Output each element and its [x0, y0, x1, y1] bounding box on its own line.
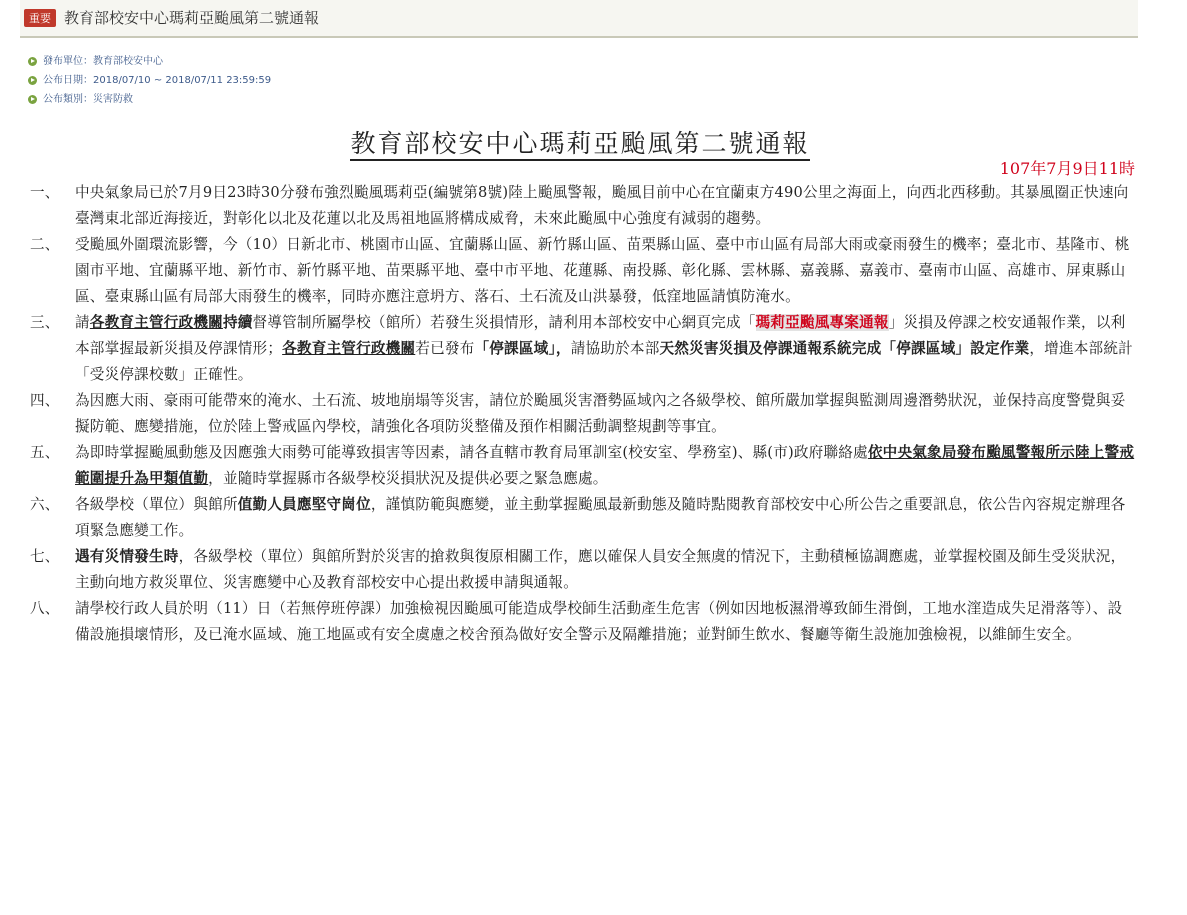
item-text: ，各級學校（單位）與館所對於災害的搶救與復原相關工作，應以確保人員安全無虞的情況下，主動積極協調應處，並掌握校園及師生受災狀況，主動向地方救災單位、災害應變中心及教育部校安中心提出救援申請與通報。 [75, 548, 1126, 591]
item-text: 」災損及停課之校安通報作業，以利本部掌握最新災損及停課情形； [75, 314, 1126, 357]
bullet-arrow-icon [28, 95, 37, 104]
meta-publisher [28, 52, 271, 71]
document-date: 107年7月9日11時 [999, 159, 1135, 178]
notice-item-7 [30, 544, 1135, 596]
item-emphasis: 值勤人員應堅守崗位 [237, 496, 371, 513]
importance-badge: 重要 [24, 9, 56, 27]
notice-items [30, 180, 1135, 648]
meta-publisher-text: 發布單位：教育部校安中心 [43, 56, 163, 67]
notice-item-5 [30, 440, 1135, 492]
item-number: 四、 [30, 392, 60, 409]
notice-item-1 [30, 180, 1135, 232]
item-emphasis: 各教育主管行政機關 [282, 340, 416, 357]
item-number: 三、 [30, 314, 60, 331]
item-text: 請學校行政人員於明（11）日（若無停班停課）加強檢視因颱風可能造成學校師生活動產生危害（例如因地板濕滑導致師生滑倒，工地水漥造成失足滑落等）、設備設施損壞情形，及已淹水區域、施工地區或有安全虞慮之校舍預為做好安全警示及隔離措施；並對師生飲水、餐廳等衛生設施加強檢視，以維師生安全。 [75, 600, 1123, 643]
item-text: 各級學校（單位）與館所 [75, 496, 238, 513]
item-number: 八、 [30, 600, 60, 617]
item-number: 二、 [30, 236, 60, 253]
announcement-header [20, 0, 1138, 38]
meta-category [28, 90, 271, 109]
bullet-arrow-icon [28, 57, 37, 66]
meta-category-text: 公布類別：災害防救 [43, 94, 133, 105]
item-text: ，並隨時掌握縣市各級學校災損狀況及提供必要之緊急應處。 [208, 470, 608, 487]
item-text: 為因應大雨、豪雨可能帶來的淹水、土石流、坡地崩塌等災害，請位於颱風災害潛勢區域內之各級學校、館所嚴加掌握與監測周邊潛勢狀況，並保持高度警覺與妥擬防範、應變措施，位於陸上警戒區內學校，請強化各項防災整備及預作相關活動調整規劃等事宜。 [75, 392, 1126, 435]
notice-item-4 [30, 388, 1135, 440]
notice-item-8 [30, 596, 1135, 648]
item-text: 受颱風外圍環流影響，今（10）日新北市、桃園市山區、宜蘭縣山區、新竹縣山區、苗栗縣山區、臺中市山區有局部大雨或豪雨發生的機率；臺北市、基隆市、桃園市平地、宜蘭縣平地、新竹市、新竹縣平地、苗栗縣平地、臺中市平地、花蓮縣、南投縣、彰化縣、雲林縣、嘉義縣、嘉義市、臺南市山區、高雄市、屏東縣山區、臺東縣山區有局部大雨發生的機率，同時亦應注意坍方、落石、土石流及山洪暴發，低窪地區請慎防淹水。 [75, 236, 1130, 305]
document-title-text: 教育部校安中心瑪莉亞颱風第二號通報 [350, 129, 809, 161]
item-emphasis: 持續 [222, 314, 253, 331]
item-text: ，增進本部統計「受災停課校數」正確性。 [75, 340, 1133, 383]
announcement-meta [28, 52, 271, 109]
document-title [0, 124, 1160, 160]
item-emphasis: 各教育主管行政機關 [89, 314, 223, 331]
notice-item-2 [30, 232, 1135, 310]
item-text: 中央氣象局已於7月9日23時30分發布強烈颱風瑪莉亞(編號第8號)陸上颱風警報，颱風目前中心在宜蘭東方490公里之海面上，向西北西移動。其暴風圈正快速向臺灣東北部近海接近，對彰化以北及花蓮以北及馬祖地區將構成威脅，未來此颱風中心強度有減弱的趨勢。 [75, 184, 1129, 227]
item-number: 六、 [30, 496, 60, 513]
item-number: 七、 [30, 548, 60, 565]
notice-item-6 [30, 492, 1135, 544]
item-highlight: 瑪莉亞颱風專案通報 [755, 314, 889, 331]
item-text: 督導管制所屬學校（館所）若發生災損情形，請利用本部校安中心網頁完成「 [252, 314, 756, 331]
bullet-arrow-icon [28, 76, 37, 85]
item-text: ，謹慎防範與應變，並主動掌握颱風最新動態及隨時點閱教育部校安中心所公告之重要訊息，依公告內容規定辦理各項緊急應變工作。 [75, 496, 1126, 539]
meta-date [28, 71, 271, 90]
item-number: 一、 [30, 184, 60, 201]
notice-item-3 [30, 310, 1135, 388]
item-emphasis: 「停課區域」， [474, 340, 571, 357]
item-number: 五、 [30, 444, 60, 461]
meta-date-text: 公布日期：2018/07/10 ~ 2018/07/11 23:59:59 [43, 75, 272, 86]
item-emphasis: 依中央氣象局發布颱風警報所示陸上警戒範圍提升為甲類值勤 [75, 444, 1135, 487]
announcement-title: 教育部校安中心瑪莉亞颱風第二號通報 [64, 9, 320, 27]
item-text: 為即時掌握颱風動態及因應強大雨勢可能導致損害等因素，請各直轄市教育局軍訓室(校安室、學務室)、縣(市)政府聯絡處 [75, 444, 868, 461]
item-emphasis: 遇有災情發生時 [75, 548, 179, 565]
item-emphasis: 天然災害災損及停課通報系統完成「停課區域」設定作業 [659, 340, 1030, 357]
item-text: 請 [75, 314, 90, 331]
item-text: 請協助於本部 [570, 340, 660, 357]
item-text: 若已發布 [415, 340, 475, 357]
